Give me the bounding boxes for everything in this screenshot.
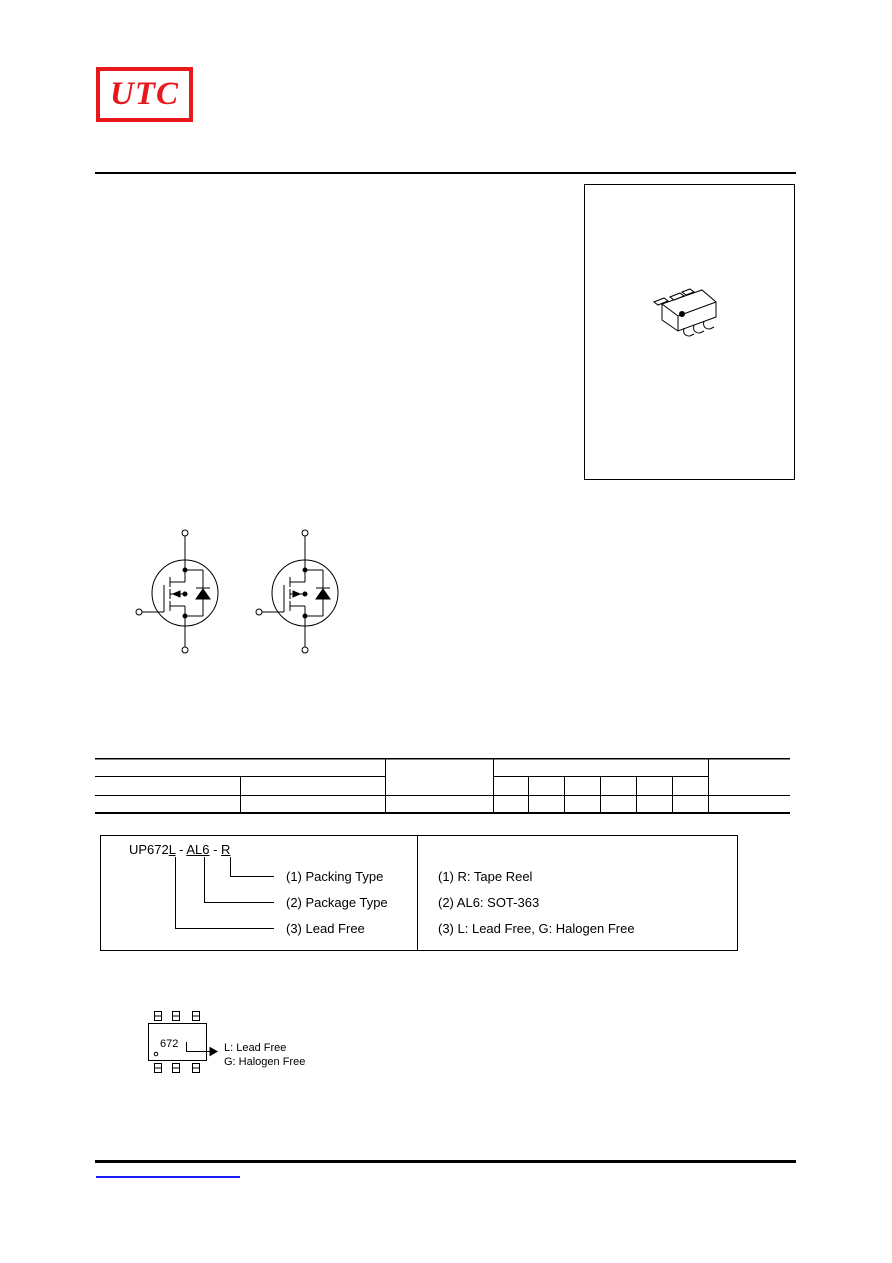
value-lead-free: (3) L: Lead Free, G: Halogen Free <box>438 921 635 936</box>
utc-logo <box>96 67 193 122</box>
separator: - <box>209 842 222 857</box>
mosfet-symbol-p-channel <box>250 525 350 660</box>
part-code: UP672 <box>129 842 169 857</box>
header-rule <box>95 172 796 174</box>
sot363-package-icon <box>584 184 795 480</box>
marking-legend-halogen-free: G: Halogen Free <box>224 1056 306 1068</box>
logo-text: UTC <box>110 76 179 112</box>
package-code: AL6 <box>186 842 210 857</box>
value-package-type: (2) AL6: SOT-363 <box>438 895 540 910</box>
marking-legend-lead-free: L: Lead Free <box>224 1042 287 1054</box>
label-lead-free: (3) Lead Free <box>286 921 365 936</box>
package-image-box <box>584 184 795 480</box>
footer-rule <box>95 1160 796 1163</box>
label-packing-type: (1) Packing Type <box>286 869 384 884</box>
ordering-info-table <box>95 758 790 814</box>
separator: - <box>175 842 187 857</box>
value-packing-type: (1) R: Tape Reel <box>438 869 533 884</box>
decoder-divider <box>417 835 418 951</box>
decoder-leader-lines <box>100 835 300 951</box>
mosfet-symbol-n-channel <box>130 525 230 660</box>
footer-link[interactable] <box>96 1176 240 1178</box>
part-suffix-lead: L <box>168 842 176 857</box>
marking-diagram <box>140 1008 230 1078</box>
marking-code: 672 <box>160 1038 179 1050</box>
label-package-type: (2) Package Type <box>286 895 388 910</box>
packing-code: R <box>221 842 231 857</box>
